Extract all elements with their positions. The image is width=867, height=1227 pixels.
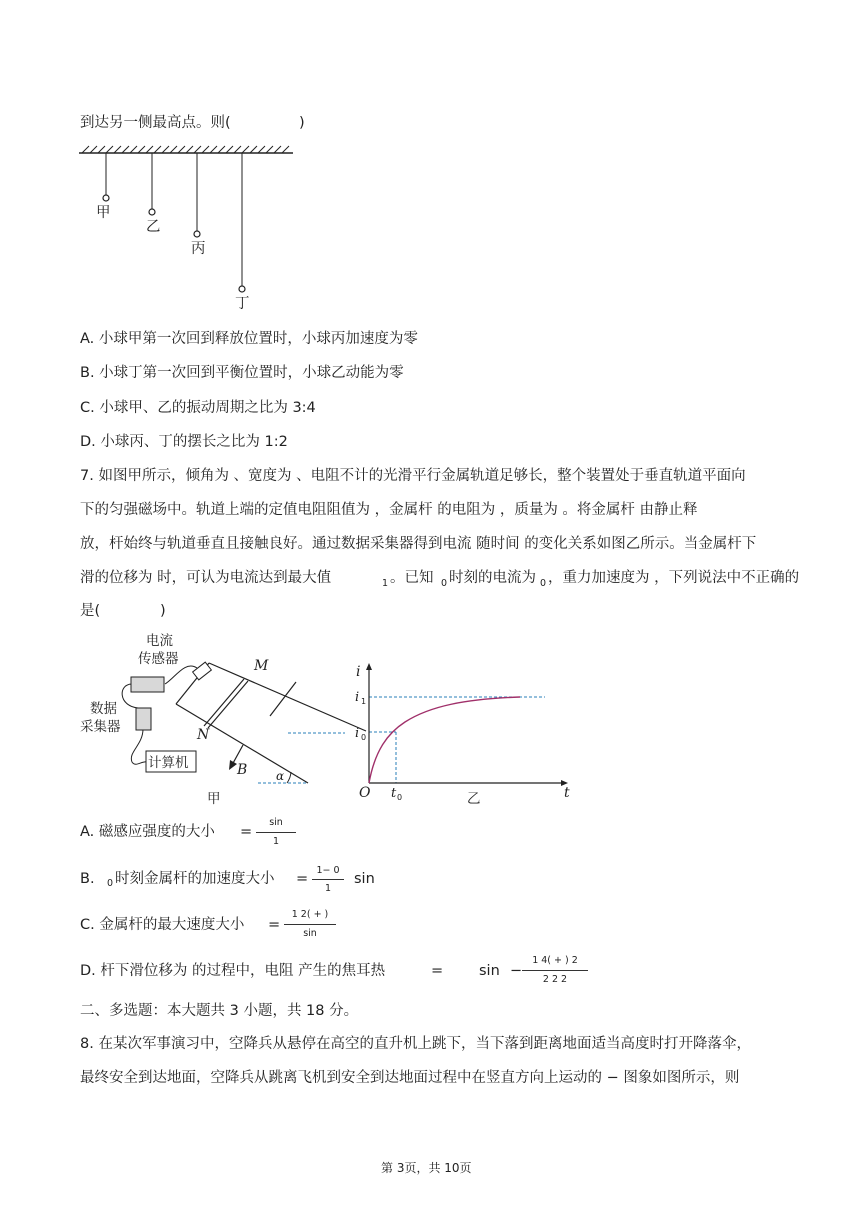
- q7-option-d: D. 杆下滑位移为 的过程中，电阻 产生的焦耳热: [80, 963, 386, 979]
- q7-option-b-den: 1: [324, 883, 332, 894]
- q7-option-a-bar: [256, 832, 296, 833]
- q7-sub-0b: 0: [540, 578, 547, 589]
- q7-line-4-tail3: ，重力加速度为 ，下列说法中不正确的: [548, 570, 800, 586]
- q8-line-2: 最终安全到达地面，空降兵从跳离飞机到安全到达地面过程中在竖直方向上运动的 − 图象如图所示，则: [80, 1070, 740, 1086]
- q7-line-2: 下的匀强磁场中。轨道上端的定值电阻阻值为 ，金属杆 的电阻为 ，质量为 。将金属杆 由静止释: [80, 502, 698, 518]
- label-ding: 丁: [235, 296, 250, 312]
- q7-option-c-num: 1 2( + ): [291, 909, 329, 920]
- label-b: B: [237, 762, 248, 778]
- q7-line-4-tail: 。已知: [390, 570, 434, 586]
- q7-line-4-tail2: 时刻的电流为: [449, 570, 536, 586]
- label-n: N: [197, 727, 210, 743]
- caption-yi: 乙: [467, 791, 481, 807]
- q7-option-d-num: 1 4( + ) 2: [532, 955, 578, 966]
- origin-label: O: [359, 785, 371, 801]
- q7-option-a-den: 1: [272, 836, 280, 847]
- q7-sub-0a: 0: [441, 578, 448, 589]
- tick-i0-sub: 0: [361, 733, 367, 742]
- q7-option-c-bar: [284, 924, 336, 925]
- q7-line-3: 放，杆始终与轨道垂直且接触良好。通过数据采集器得到电流 随时间 的变化关系如图乙所示。当金属杆下: [80, 536, 757, 552]
- collector-label-2: 采集器: [80, 719, 121, 735]
- q7-line-4: 滑的位移为 时，可认为电流达到最大值: [80, 570, 332, 586]
- label-alpha: α: [276, 769, 285, 783]
- q7-option-d-minus: −: [510, 963, 523, 979]
- caption-jia: 甲: [207, 791, 221, 807]
- q7-option-d-bar: [522, 970, 588, 971]
- tick-i1-sub: 1: [361, 697, 367, 706]
- q6-option-c: C. 小球甲、乙的振动周期之比为 3:4: [80, 400, 316, 416]
- q7-option-c-eq: =: [268, 917, 281, 933]
- page-footer: 第 3页，共 10页: [381, 1161, 472, 1175]
- q7-option-d-eq: =: [431, 963, 444, 979]
- q6-option-b: B. 小球丁第一次回到平衡位置时，小球乙动能为零: [80, 365, 404, 381]
- tick-i0: i: [355, 726, 360, 741]
- q7-option-a: A. 磁感应强度的大小: [80, 824, 215, 840]
- current-curve: [369, 697, 520, 783]
- q7-line-5: 是(: [80, 603, 101, 619]
- q7-option-b-num: 1− 0: [316, 865, 340, 876]
- q8-line-1: 8. 在某次军事演习中，空降兵从悬停在高空的直升机上跳下，当下落到距离地面适当高度时打开降落伞，: [80, 1036, 751, 1052]
- tick-i1: i: [355, 690, 360, 705]
- q7-option-b-tail: sin: [354, 871, 375, 887]
- tick-t0-sub: 0: [397, 793, 403, 802]
- label-jia: 甲: [96, 205, 111, 221]
- q7-option-b-sub: 0: [107, 878, 114, 889]
- collector-label-1: 数据: [90, 701, 117, 717]
- sensor-label-2: 传感器: [138, 651, 179, 667]
- q7-option-c-den: sin: [303, 928, 317, 939]
- q7-line-5-close: ): [160, 603, 166, 619]
- q7-option-b-eq: =: [296, 871, 309, 887]
- q7-option-b-bar: [312, 879, 344, 880]
- q6-option-d: D. 小球丙、丁的摆长之比为 1:2: [80, 434, 288, 450]
- q7-option-c: C. 金属杆的最大速度大小: [80, 917, 245, 933]
- computer-label: 计算机: [148, 755, 189, 771]
- section-2-heading: 二、多选题：本大题共 3 小题，共 18 分。: [80, 1003, 359, 1019]
- q7-option-a-num: sin: [269, 817, 283, 828]
- sensor-label-1: 电流: [146, 633, 173, 649]
- q6-option-a: A. 小球甲第一次回到释放位置时，小球丙加速度为零: [80, 331, 418, 347]
- tick-t0: t: [391, 786, 397, 801]
- q7-sub-1: 1: [382, 578, 389, 589]
- q7-option-d-den: 2 2 2: [542, 974, 568, 985]
- q7-option-b-text: 时刻金属杆的加速度大小: [115, 871, 275, 887]
- label-yi: 乙: [146, 219, 161, 235]
- axis-label-t: t: [564, 785, 570, 801]
- q7-option-d-sin: sin: [479, 963, 500, 979]
- q6-stem-close: ): [299, 115, 305, 131]
- q6-stem-end: 到达另一侧最高点。则(: [80, 115, 231, 131]
- label-bing: 丙: [191, 241, 206, 257]
- q7-line-1: 7. 如图甲所示，倾角为 、宽度为 、电阻不计的光滑平行金属轨道足够长，整个装置处于垂直轨道平面向: [80, 468, 746, 484]
- q7-option-b: B.: [80, 871, 95, 887]
- axis-label-i: i: [356, 664, 361, 680]
- label-m: M: [254, 658, 269, 674]
- q7-option-a-eq: =: [240, 824, 253, 840]
